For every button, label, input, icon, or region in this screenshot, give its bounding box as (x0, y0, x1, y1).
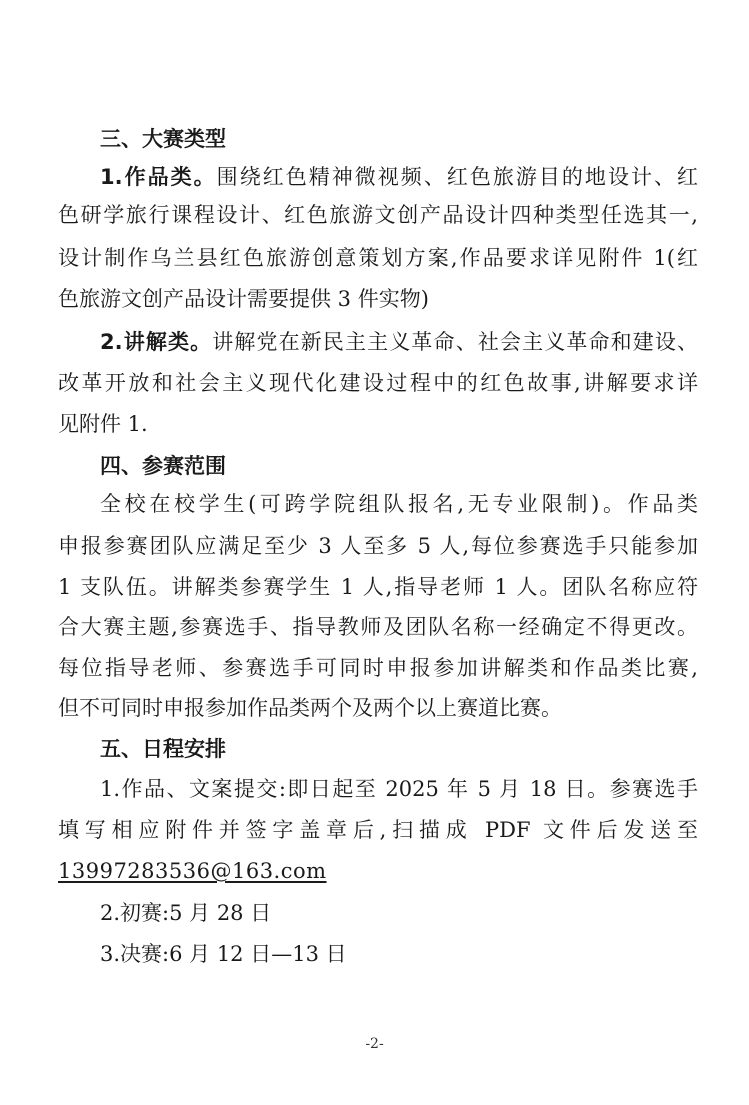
paragraph-works-line-1 (100, 162, 698, 192)
paragraph-works-line-3: 设计制作乌兰县红色旅游创意策划方案,作品要求详见附件 1(红 (58, 246, 698, 270)
paragraph-works-line-4: 色旅游文创产品设计需要提供 3 件实物) (58, 287, 429, 311)
paragraph-scope-line-5: 每位指导老师、参赛选手可同时申报参加讲解类和作品类比赛, (58, 656, 698, 680)
schedule-item-final: 3.决赛:6 月 12 日—13 日 (100, 942, 347, 966)
section-heading-contest-types: 三、大赛类型 (100, 127, 226, 151)
paragraph-scope-line-3: 1 支队伍。讲解类参赛学生 1 人,指导老师 1 人。团队名称应符 (58, 575, 698, 599)
narration-category-text: 讲解党在新民主主义革命、社会主义革命和建设、 (212, 330, 698, 354)
paragraph-works-line-2: 色研学旅行课程设计、红色旅游文创产品设计四种类型任选其一, (58, 203, 698, 227)
schedule-item-preliminary: 2.初赛:5 月 28 日 (100, 901, 272, 925)
paragraph-scope-line-2: 申报参赛团队应满足至少 3 人至多 5 人,每位参赛选手只能参加 (58, 534, 698, 558)
paragraph-narration-line-3: 见附件 1. (58, 412, 148, 436)
submission-email-link[interactable]: 13997283536@163.com (58, 859, 327, 883)
works-category-text: 围绕红色精神微视频、红色旅游目的地设计、红 (216, 165, 698, 189)
page-number: -2- (365, 1036, 384, 1052)
paragraph-narration-line-2: 改革开放和社会主义现代化建设过程中的红色故事,讲解要求详 (58, 371, 698, 395)
section-heading-scope: 四、参赛范围 (100, 454, 226, 478)
schedule-item-1-line-1: 1.作品、文案提交:即日起至 2025 年 5 月 18 日。参赛选手 (100, 777, 698, 801)
schedule-email-line (58, 856, 698, 886)
paragraph-scope-line-6: 但不可同时申报参加作品类两个及两个以上赛道比赛。 (58, 696, 562, 720)
paragraph-scope-line-1: 全校在校学生(可跨学院组队报名,无专业限制)。作品类 (100, 492, 698, 516)
section-heading-schedule: 五、日程安排 (100, 737, 226, 761)
works-category-label: 1.作品类。 (100, 165, 217, 189)
paragraph-scope-line-4: 合大赛主题,参赛选手、指导教师及团队名称一经确定不得更改。 (58, 615, 698, 639)
paragraph-narration-line-1 (100, 327, 698, 357)
schedule-item-1-line-2: 填写相应附件并签字盖章后,扫描成 PDF 文件后发送至 (58, 818, 698, 842)
narration-category-label: 2.讲解类。 (100, 330, 213, 354)
